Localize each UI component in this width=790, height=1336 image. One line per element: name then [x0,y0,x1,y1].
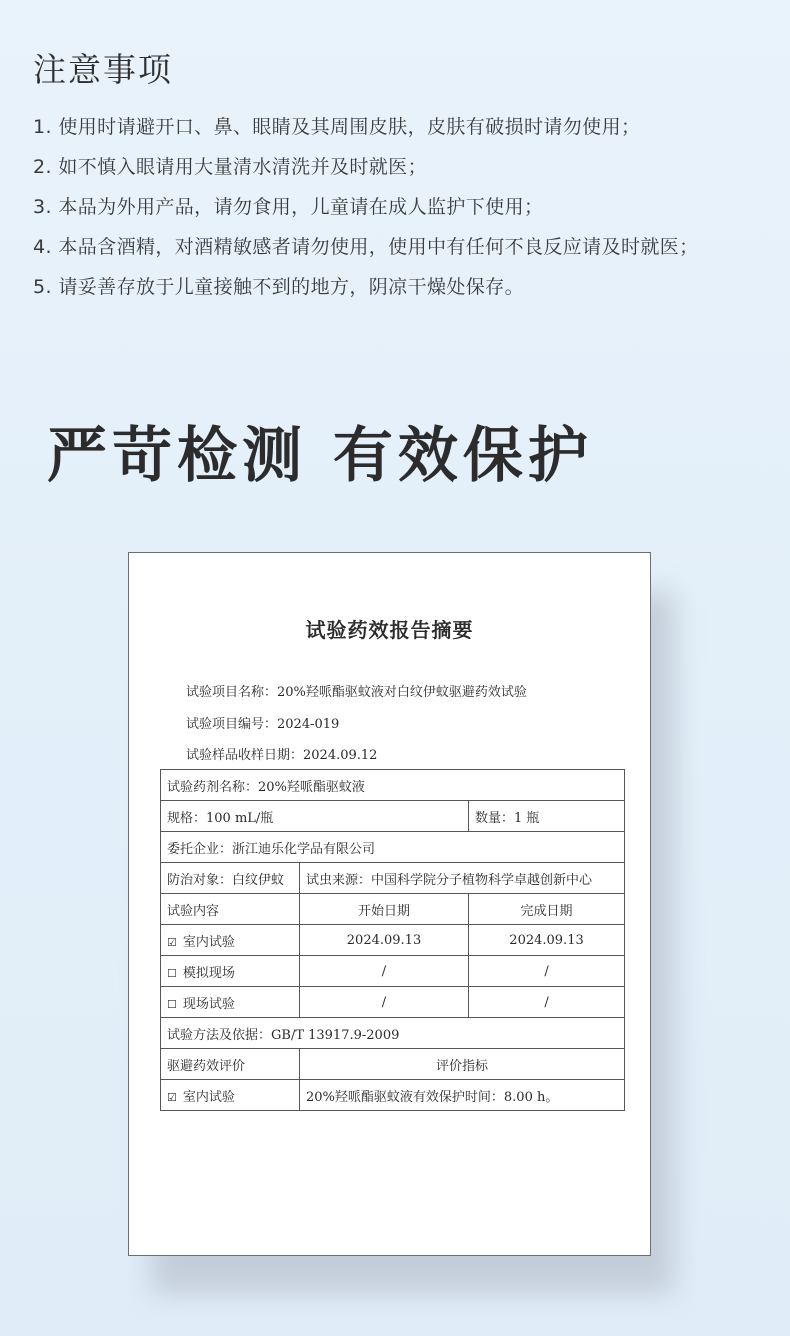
col-start-header: 开始日期 [300,894,469,925]
quantity: 数量：1 瓶 [469,801,625,832]
end-date: / [469,987,625,1018]
eval-item-label: 室内试验 [182,1089,235,1105]
eval-result: 20%羟哌酯驱蚊液有效保护时间：8.00 h。 [300,1080,625,1111]
note-item: 3. 本品为外用产品，请勿食用，儿童请在成人监护下使用； [33,196,544,218]
col-content-header: 试验内容 [161,894,300,925]
start-date: / [300,987,469,1018]
insect-source: 试虫来源：中国科学院分子植物科学卓越创新中心 [300,863,625,894]
note-item: 4. 本品含酒精，对酒精敏感者请勿使用，使用中有任何不良反应请及时就医； [33,236,699,258]
checkbox-unchecked-icon: ☐ [167,966,177,980]
agent-name: 试验药剂名称：20%羟哌酯驱蚊液 [161,770,625,801]
project-name: 试验项目名称：20%羟哌酯驱蚊液对白纹伊蚊驱避药效试验 [186,685,527,700]
table-row [161,1049,625,1080]
table-row [161,1080,625,1111]
table-row [161,894,625,925]
table-row [161,956,625,987]
note-item: 1. 使用时请避开口、鼻、眼睛及其周围皮肤，皮肤有破损时请勿使用； [33,116,641,138]
test-type-cell [161,956,300,987]
start-date: 2024.09.13 [300,925,469,956]
table-row [161,925,625,956]
col-end-header: 完成日期 [469,894,625,925]
report-title: 试验药效报告摘要 [305,618,474,642]
spec: 规格：100 mL/瓶 [161,801,469,832]
eval-label: 驱避药效评价 [161,1049,300,1080]
report-document [128,552,651,1256]
slogan-heading: 严苛检测 有效保护 [47,421,593,491]
table-row [161,801,625,832]
report-table [160,769,625,1111]
table-row [161,832,625,863]
checkbox-checked-icon: ☑ [167,935,177,949]
test-type-label: 现场试验 [182,996,235,1012]
eval-item-cell [161,1080,300,1111]
project-number: 试验项目编号：2024-019 [186,717,340,732]
note-item: 2. 如不慎入眼请用大量清水清洗并及时就医； [33,156,427,178]
sample-date: 试验样品收样日期：2024.09.12 [186,748,378,763]
client: 委托企业：浙江迪乐化学品有限公司 [161,832,625,863]
target: 防治对象：白纹伊蚊 [161,863,300,894]
test-type-label: 室内试验 [182,934,235,950]
test-type-label: 模拟现场 [182,965,235,981]
notes-list [33,113,699,313]
test-method: 试验方法及依据：GB/T 13917.9-2009 [161,1018,625,1049]
end-date: 2024.09.13 [469,925,625,956]
note-item: 5. 请妥善存放于儿童接触不到的地方，阴凉干燥处保存。 [33,276,524,298]
checkbox-checked-icon: ☑ [167,1090,177,1104]
notes-title: 注意事项 [33,50,173,89]
table-row [161,987,625,1018]
test-type-cell [161,987,300,1018]
test-type-cell [161,925,300,956]
start-date: / [300,956,469,987]
checkbox-unchecked-icon: ☐ [167,997,177,1011]
end-date: / [469,956,625,987]
table-row [161,770,625,801]
table-row [161,863,625,894]
table-row [161,1018,625,1049]
eval-index-header: 评价指标 [300,1049,625,1080]
